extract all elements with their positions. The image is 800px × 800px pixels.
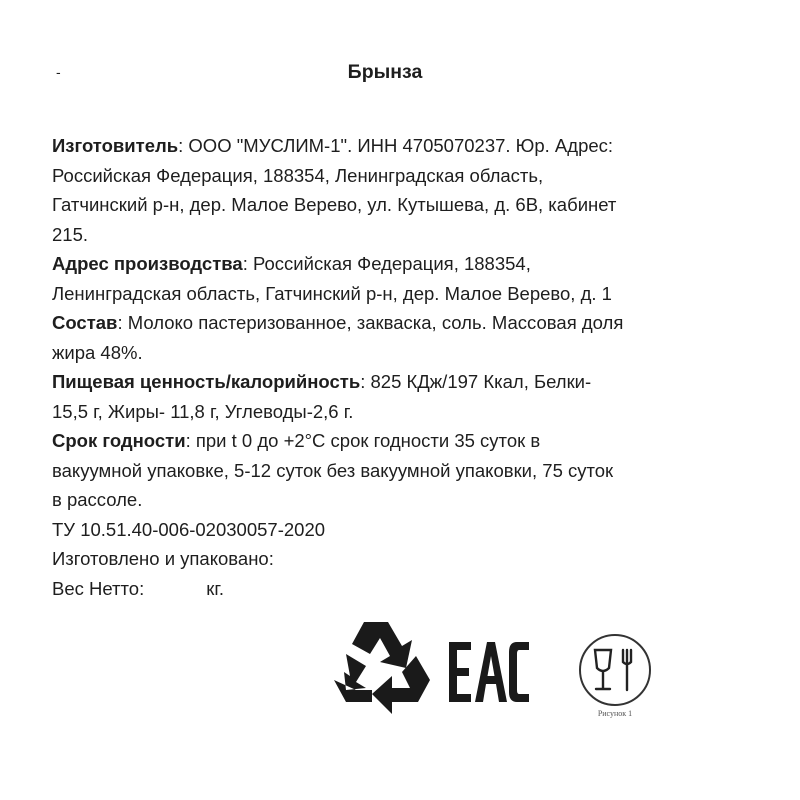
field-label: Срок годности [52, 430, 186, 451]
text-line [52, 426, 752, 456]
field-value: Ленинградская область, Гатчинский р-н, дер. Малое Верево, д. 1 [52, 282, 612, 304]
field-label: Изготовитель [52, 135, 179, 156]
net-weight-label: Вес Нетто: [52, 577, 145, 599]
text-line [52, 397, 752, 427]
field-value: : 825 КДж/197 Ккал, Белки- [360, 371, 592, 392]
label-text [52, 131, 752, 603]
field-value: : Российская Федерация, 188354, [242, 253, 531, 274]
field-label: Адрес производства [52, 253, 243, 274]
text-line [52, 220, 752, 250]
field-value: 215. [52, 223, 89, 245]
glass-fork-icon [577, 632, 653, 708]
text-line [52, 367, 752, 397]
field-value: в рассоле. [52, 489, 143, 510]
text-line [52, 190, 752, 220]
field-value: : ООО "МУСЛИМ-1". ИНН 4705070237. Юр. Адрес: [178, 135, 614, 156]
text-line [52, 249, 752, 279]
field-value: : при t 0 до +2°С срок годности 35 суток в [185, 430, 541, 451]
eac-mark-icon [447, 640, 531, 704]
field-value: ТУ 10.51.40-006-02030057-2020 [52, 518, 326, 540]
net-weight-row [52, 574, 752, 604]
field-value: вакуумной упаковке, 5-12 суток без вакуумной упаковки, 75 суток [52, 459, 614, 481]
text-line [52, 485, 752, 515]
text-line [52, 544, 752, 574]
text-line [52, 308, 752, 338]
field-label: Пищевая ценность/калорийность [52, 371, 361, 392]
dash-mark: - [56, 64, 61, 80]
text-line [52, 456, 752, 486]
text-line [52, 515, 752, 545]
text-line [52, 131, 752, 161]
product-title: Брынза [347, 61, 423, 83]
text-line [52, 279, 752, 309]
food-contact-caption: Рисунок 1 [597, 709, 633, 718]
field-label: Состав [52, 312, 118, 333]
text-line [52, 338, 752, 368]
field-value: Гатчинский р-н, дер. Малое Верево, ул. Кутышева, д. 6В, кабинет [52, 194, 617, 215]
field-value: 15,5 г, Жиры- 11,8 г, Углеводы-2,6 г. [52, 400, 354, 422]
field-value: : Молоко пастеризованное, закваска, соль. Массовая доля [117, 312, 624, 333]
field-value: жира 48%. [52, 341, 143, 363]
text-line [52, 161, 752, 191]
recycle-icon [326, 616, 438, 720]
field-value: Изготовлено и упаковано: [52, 548, 274, 569]
field-value: Российская Федерация, 188354, Ленинградская область, [52, 164, 544, 186]
net-weight-unit: кг. [206, 577, 224, 599]
